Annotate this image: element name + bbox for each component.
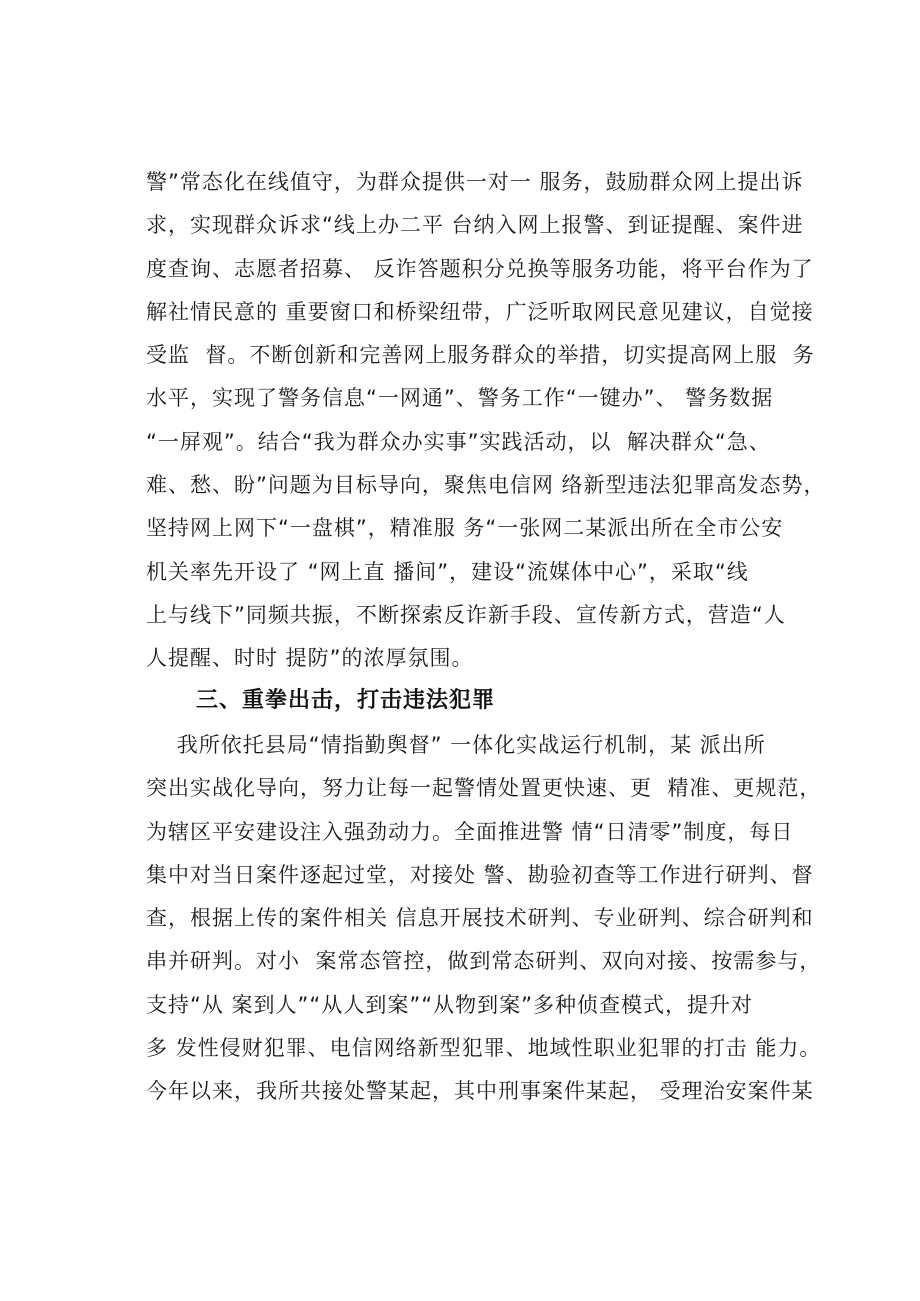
paragraph-2-line: 多 发性侵财犯罪、电信网络新型犯罪、地域性职业犯罪的打击 能力。 [146,1036,822,1060]
paragraph-1-line: 受监 督。不断创新和完善网上服务群众的举措，切实提高网上服 务 [146,343,815,367]
paragraph-1-line: 机关率先开设了 “网上直 播间”，建设“流媒体中心”，采取“线 [146,560,749,584]
paragraph-1-line: “一屏观”。结合“我为群众办实事”实践活动，以 解决群众“急、 [146,430,771,454]
paragraph-2-line: 突出实战化导向，努力让每一起警情处置更快速、更 精准、更规范， [146,776,822,800]
paragraph-2-line: 我所依托县局“情指勤舆督” 一体化实战运行机制，某 派出所 [146,733,766,757]
paragraph-1-line: 难、愁、盼”问题为目标导向，聚焦电信网 络新型违法犯罪高发态势， [146,473,826,497]
paragraph-2-line: 支持“从 案到人”“从人到案”“从物到案”多种侦查模式，提升对 [146,993,753,1017]
paragraph-1-line: 上与线下”同频共振，不断探索反诈新手段、宣传新方式，营造“人 [146,603,786,627]
paragraph-1-line: 人提醒、时时 提防”的浓厚氛围。 [146,646,474,670]
paragraph-1-line: 解社情民意的 重要窗口和桥梁纽带，广泛听取网民意见建议，自觉接 [146,300,814,324]
paragraph-1-line: 坚持网上网下“一盘棋”，精准服 务“一张网二某派出所在全市公安 [146,516,784,540]
paragraph-2-line: 今年以来，我所共接处警某起，其中刑事案件某起， 受理治安案件某 [146,1079,814,1103]
paragraph-1-line: 求，实现群众诉求“线上办二平 台纳入网上报警、到证提醒、案件进 [146,213,804,237]
paragraph-2-line: 集中对当日案件逐起过堂，对接处 警、勘验初查等工作进行研判、督 [146,863,814,887]
section-heading: 三、重拳出击，打击违法犯罪 [196,688,496,713]
paragraph-2-line: 串并研判。对小 案常态管控，做到常态研判、双向对接、按需参与， [146,949,822,973]
paragraph-2-line: 查，根据上传的案件相关 信息开展技术研判、专业研判、综合研判和 [146,906,814,930]
paragraph-1-line: 水平，实现了警务信息“一网通”、警务工作“一键办”、 警务数据 [146,386,774,410]
paragraph-1-line: 警”常态化在线值守，为群众提供一对一 服务，鼓励群众网上提出诉 [146,170,804,194]
paragraph-2-line: 为辖区平安建设注入强劲动力。全面推进警 情“日清零”制度，每日 [146,820,794,844]
paragraph-1-line: 度查询、志愿者招募、 反诈答题积分兑换等服务功能，将平台作为了 [146,257,814,281]
